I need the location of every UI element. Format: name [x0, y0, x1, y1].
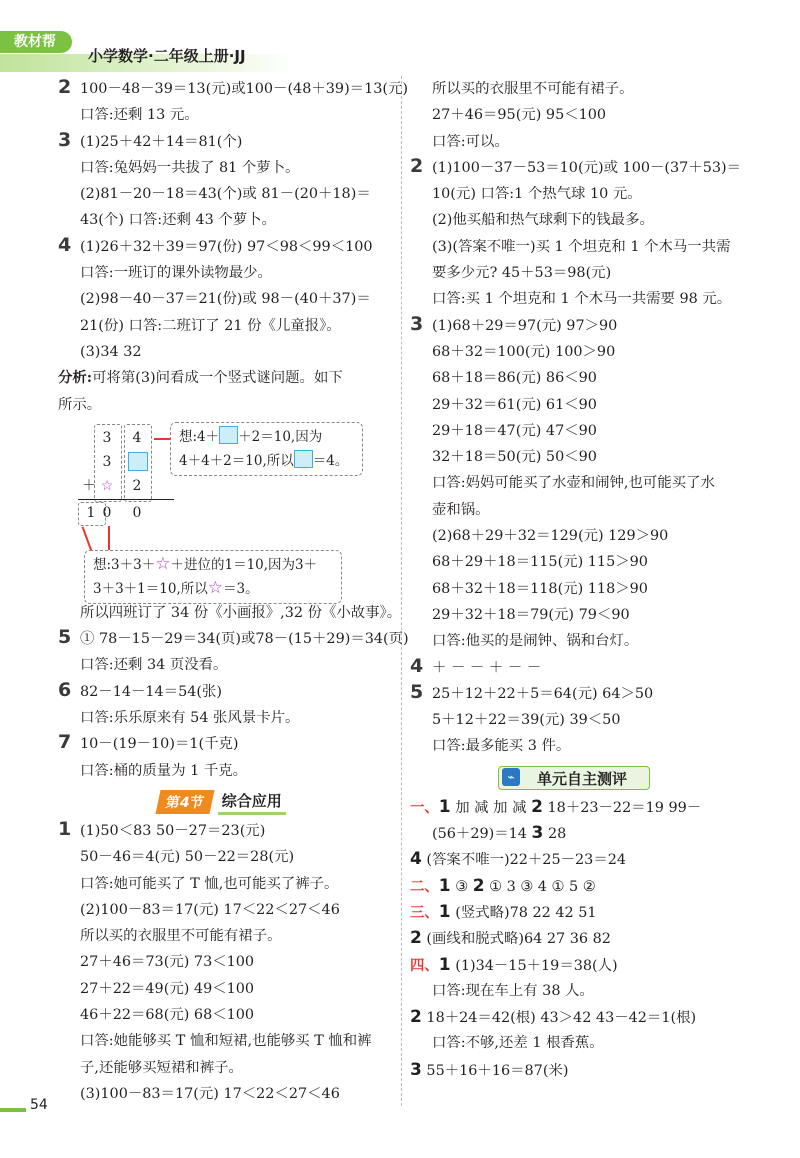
answer-text: 27＋46＝73(元) 73＜100: [80, 954, 255, 971]
header-title: 小学数学·二年级上册·JJ: [88, 47, 246, 65]
answer-text: 29＋18＝47(元) 47＜90: [432, 422, 597, 439]
answer-text: 32＋18＝50(元) 50＜90: [432, 449, 597, 466]
answer-line: [58, 897, 394, 923]
thought-bubble-tens: [84, 550, 342, 604]
question-number: 4: [410, 849, 422, 870]
answer-line: [58, 1055, 394, 1081]
category-label: 一、: [410, 799, 439, 816]
analysis-label: 分析:: [58, 369, 93, 387]
answer-line: [58, 129, 394, 155]
plus-sign: ＋: [82, 477, 96, 494]
answer-text: ① 78－15－29＝34(页)或78－(15＋29)＝34(页): [80, 631, 409, 648]
question-number: 2: [58, 76, 72, 98]
answer-text: 5＋12＋22＝39(元) 39＜50: [432, 712, 621, 729]
blank-square-icon: [294, 450, 313, 468]
chart-icon: ⌁: [502, 768, 520, 786]
digit: 3: [102, 429, 112, 446]
right-column: [410, 76, 746, 1083]
answer-line: [58, 652, 394, 678]
answer-text: 所以四班订了 34 份《小画报》,32 份《小故事》。: [80, 604, 402, 621]
answer-text: 68＋32＝100(元) 100＞90: [432, 343, 616, 360]
answer-text: 口答:乐乐原来有 54 张风景卡片。: [80, 710, 300, 727]
right-answers-b: [410, 794, 746, 1083]
blank-square-icon: [219, 426, 238, 444]
left-answers-c: [58, 818, 394, 1107]
analysis-line-2: 所示。: [58, 396, 102, 413]
answer-text: 口答:可以。: [432, 133, 509, 150]
question-number: 1: [438, 796, 451, 817]
answer-line: [410, 129, 746, 155]
answer-line: [58, 626, 409, 652]
answer-text: (1)34－15＋19＝38(人): [455, 957, 618, 974]
question-number: 3: [531, 823, 544, 844]
question-number: 1: [438, 954, 451, 975]
thought-text: ＋2＝10,因为: [238, 428, 323, 445]
question-number: 3: [410, 1059, 422, 1080]
answer-text: ＋ － － ＋ － －: [432, 659, 542, 676]
answer-line: [58, 181, 394, 207]
thought-text: 想:3＋3＋: [93, 556, 156, 573]
answer-text: 口答:还剩 13 元。: [80, 107, 199, 124]
answer-text: (1)100－37－53＝10(元)或 100－(37＋53)＝: [432, 159, 742, 176]
right-answers-a: [410, 76, 746, 760]
answer-text: 要多少元? 45＋53＝98(元): [432, 265, 612, 282]
answer-line: [410, 181, 746, 207]
answer-text: 加 减 加 减: [455, 799, 532, 816]
analysis-text: 可将第(3)问看成一个竖式谜问题。如下: [92, 370, 343, 387]
answer-line: [410, 733, 746, 759]
answer-text: 25＋12＋22＋5＝64(元) 64＞50: [432, 685, 654, 702]
answer-text: (1)25＋42＋14＝81(个): [80, 133, 243, 150]
answer-text: 口答:还剩 34 页没看。: [80, 657, 228, 674]
answer-line: [410, 470, 746, 496]
answer-line: [410, 339, 746, 365]
answer-line: [58, 871, 394, 897]
sum-line: [78, 499, 174, 501]
thought-text: ＝4。: [312, 452, 349, 469]
answer-line: [410, 602, 746, 628]
answer-line: [58, 600, 402, 626]
answer-line: [410, 155, 746, 181]
answer-text: 口答:现在车上有 38 人。: [432, 982, 594, 999]
answer-text: 口答:她可能买了 T 恤,也可能买了裤子。: [80, 875, 339, 892]
question-number: 2: [410, 1007, 422, 1028]
category-label: 四、: [410, 957, 439, 974]
answer-line: [58, 976, 394, 1002]
answer-text: 口答:她能够买 T 恤和短裙,也能够买 T 恤和裤: [80, 1033, 372, 1050]
answer-line: [410, 207, 746, 233]
test-answer-line: [410, 978, 746, 1004]
answer-text: 壶和锅。: [432, 501, 490, 518]
answer-text: 10－(19－10)＝1(千克): [80, 736, 239, 753]
answer-text: (2)他买船和热气球剩下的钱最多。: [432, 212, 654, 229]
answer-text: ① 3 ③ 4 ① 5 ②: [489, 878, 596, 895]
answer-line: [58, 76, 409, 102]
answer-line: [58, 949, 394, 975]
question-number: 4: [58, 233, 72, 256]
digit: 3: [102, 453, 112, 470]
question-number: 3: [410, 312, 424, 335]
answer-text: 82－14－14＝54(张): [80, 683, 223, 700]
left-answers-a: [58, 76, 409, 365]
answer-text: 口答:妈妈可能买了水壶和闹钟,也可能买了水: [432, 475, 715, 492]
answer-line: [410, 497, 746, 523]
answer-line: [410, 707, 746, 733]
answer-text: 68＋32＋18＝118(元) 118＞90: [432, 580, 648, 597]
answer-text: (3)34 32: [80, 343, 142, 360]
answer-line: [58, 207, 394, 233]
answer-text: 18＋24＝42(根) 43＞42 43－42＝1(根): [426, 1010, 697, 1027]
answer-line: [58, 1002, 394, 1028]
answer-text: 口答:兔妈妈一共拔了 81 个萝卜。: [80, 159, 300, 176]
star-icon: ☆: [100, 477, 114, 494]
thought-text: ＋进位的1＝10,因为3＋: [170, 556, 318, 573]
question-number: 5: [58, 626, 72, 649]
answer-text: 子,还能够买短裙和裤子。: [80, 1059, 243, 1076]
answer-text: 29＋32＝61(元) 61＜90: [432, 396, 597, 413]
answer-text: 43(个) 口答:还剩 43 个萝卜。: [80, 212, 276, 229]
answer-line: [58, 705, 394, 731]
question-number: 3: [58, 128, 72, 151]
answer-line: [410, 655, 746, 681]
question-number: 2: [410, 928, 422, 949]
question-number: 2: [531, 796, 543, 817]
answer-text: ③: [455, 878, 473, 895]
question-number: 2: [472, 875, 485, 896]
test-answer-line: [410, 873, 746, 899]
answer-line: [410, 392, 746, 418]
page-number-bar: [0, 1108, 26, 1112]
answer-line: [410, 102, 746, 128]
answer-text: 口答:他买的是闹钟、锅和台灯。: [432, 633, 639, 650]
question-number: 1: [438, 901, 451, 922]
question-number: 1: [58, 817, 72, 840]
answer-text: 28: [547, 826, 567, 843]
category-label: 三、: [410, 904, 439, 921]
answer-line: [58, 286, 394, 312]
answer-text: (3)(答案不唯一)买 1 个坦克和 1 个木马一共需: [432, 238, 731, 255]
answer-text: 18＋23－22＝19 99－: [547, 799, 702, 816]
section-header: [58, 784, 394, 818]
answer-text: 46＋22＝68(元) 68＜100: [80, 1007, 255, 1024]
answer-text: 100－48－39＝13(元)或100－(48＋39)＝13(元): [80, 81, 409, 97]
test-answer-line: [410, 1030, 746, 1056]
answer-text: (3)100－83＝17(元) 17＜22＜27＜46: [80, 1085, 340, 1102]
answer-line: [410, 576, 746, 602]
digit: 0: [132, 504, 142, 521]
answer-text: (答案不唯一)22＋25－23＝24: [426, 852, 627, 869]
test-answer-line: [410, 952, 746, 978]
answer-text: 所以买的衣服里不可能有裙子。: [432, 81, 634, 97]
star-icon: ☆: [207, 577, 223, 598]
section-tag: 第4节: [155, 790, 214, 814]
page-number: 54: [30, 1097, 48, 1113]
section-name: 综合应用: [218, 790, 286, 815]
answer-line: [58, 234, 394, 260]
question-number: 6: [58, 678, 72, 701]
answer-line: [58, 758, 394, 784]
digit: 4: [132, 429, 142, 446]
answer-text: 10(元) 口答:1 个热气球 10 元。: [432, 186, 642, 203]
answer-text: (56＋29)＝14: [432, 826, 532, 843]
test-answer-line: [410, 820, 746, 846]
arrow-icon: [154, 438, 170, 440]
answer-line: [410, 523, 746, 549]
left-column: [58, 76, 409, 1107]
answer-line: [410, 286, 746, 312]
blank-square-icon: [128, 452, 148, 471]
answer-line: [410, 234, 746, 260]
answer-text: (竖式略)78 22 42 51: [455, 904, 597, 921]
answer-line: [58, 923, 394, 949]
test-answer-line: [410, 1004, 746, 1030]
answer-text: (2)98－40－37＝21(份)或 98－(40＋37)＝: [80, 291, 371, 308]
answer-text: 口答:桶的质量为 1 千克。: [80, 762, 248, 779]
answer-line: [410, 313, 746, 339]
thought-text: 4＋4＋2＝10,所以: [179, 452, 294, 469]
test-answer-line: [410, 846, 746, 872]
answer-text: (1)26＋32＋39＝97(份) 97＜98＜99＜100: [80, 238, 373, 255]
answer-text: 27＋22＝49(元) 49＜100: [80, 980, 255, 997]
answer-line: [410, 365, 746, 391]
answer-text: 21(份) 口答:二班订了 21 份《儿童报》。: [80, 317, 341, 334]
answer-text: 口答:买 1 个坦克和 1 个木马一共需要 98 元。: [432, 291, 732, 308]
answer-text: (1)68＋29＝97(元) 97＞90: [432, 317, 618, 334]
category-label: 二、: [410, 878, 439, 895]
answer-line: [58, 102, 394, 128]
unit-title: 单元自主测评: [498, 766, 650, 790]
question-number: 4: [410, 654, 424, 677]
question-number: 5: [410, 680, 424, 703]
star-icon: ☆: [155, 553, 171, 574]
answer-line: [410, 444, 746, 470]
question-number: 7: [58, 731, 72, 754]
analysis-line: [58, 365, 394, 391]
question-number: 2: [410, 154, 424, 177]
unit-header: [410, 760, 746, 794]
answer-line: [58, 679, 394, 705]
answer-text: (2)100－83＝17(元) 17＜22＜27＜46: [80, 901, 340, 918]
answer-text: 27＋46＝95(元) 95＜100: [432, 107, 607, 124]
thought-text: ＝3。: [223, 580, 259, 597]
answer-text: 所以买的衣服里不可能有裙子。: [80, 928, 282, 945]
arrow-icon: [82, 526, 93, 551]
test-answer-line: [410, 1057, 746, 1083]
question-number: 1: [438, 875, 451, 896]
answer-line: [58, 260, 394, 286]
answer-text: (2)68＋29＋32＝129(元) 129＞90: [432, 528, 669, 545]
answer-text: 口答:不够,还差 1 根香蕉。: [432, 1035, 604, 1052]
test-answer-line: [410, 899, 746, 925]
header-badge: 教材帮: [0, 31, 72, 53]
thought-text: 想:4＋: [179, 428, 220, 445]
answer-text: 口答:最多能买 3 件。: [432, 738, 571, 755]
answer-text: 68＋29＋18＝115(元) 115＞90: [432, 554, 648, 571]
answer-text: 29＋32＋18＝79(元) 79＜90: [432, 606, 630, 623]
answer-line: [410, 628, 746, 654]
answer-line: [58, 313, 394, 339]
digit: 1: [86, 504, 96, 521]
answer-line: [410, 76, 746, 102]
answer-line: [410, 260, 746, 286]
column-divider: [401, 76, 402, 1106]
answer-line: [58, 339, 394, 365]
left-answers-b: [58, 600, 409, 784]
answer-line: [58, 155, 394, 181]
answer-text: (2)81－20－18＝43(个)或 81－(20＋18)＝: [80, 186, 371, 203]
answer-text: 68＋18＝86(元) 86＜90: [432, 370, 597, 387]
answer-line: [58, 731, 394, 757]
answer-text: (1)50＜83 50－27＝23(元): [80, 822, 266, 839]
answer-text: (画线和脱式略)64 27 36 82: [426, 931, 611, 948]
test-answer-line: [410, 794, 746, 820]
answer-text: 50－46＝4(元) 50－22＝28(元): [80, 849, 295, 866]
digit: 2: [132, 477, 142, 494]
arrow-icon: [108, 526, 110, 552]
answer-line: [58, 1081, 394, 1107]
answer-line: [410, 418, 746, 444]
digit: 0: [102, 504, 112, 521]
answer-line: [58, 844, 394, 870]
answer-line: [58, 818, 394, 844]
answer-line: [410, 549, 746, 575]
vertical-addition-figure: [58, 418, 394, 600]
thought-bubble-ones: [170, 422, 363, 476]
answer-line: [410, 681, 746, 707]
answer-line: [58, 1028, 394, 1054]
test-answer-line: [410, 925, 746, 951]
thought-text: 3＋3＋1＝10,所以: [93, 580, 208, 597]
answer-text: 55＋16＋16＝87(米): [426, 1062, 569, 1079]
answer-text: 口答:一班订的课外读物最少。: [80, 265, 272, 282]
